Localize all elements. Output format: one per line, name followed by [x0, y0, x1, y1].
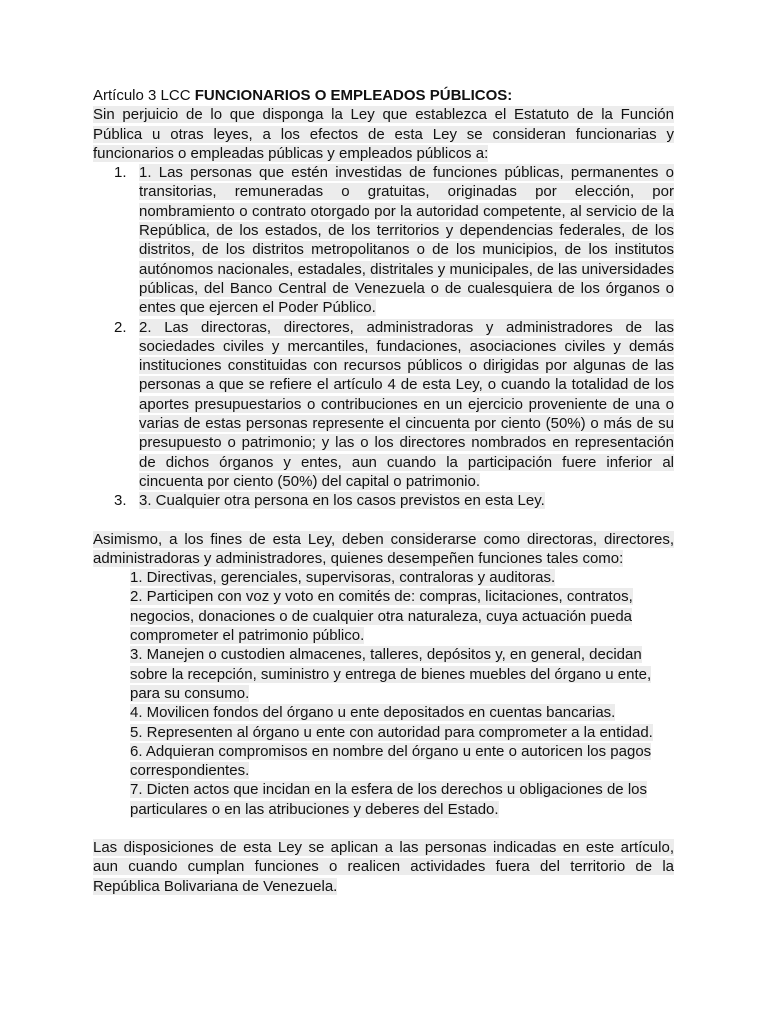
officials-list — [93, 163, 674, 510]
article-title: FUNCIONARIOS O EMPLEADOS PÚBLICOS: — [194, 87, 513, 104]
directors-intro-paragraph — [93, 530, 674, 569]
role-item — [130, 645, 674, 703]
list-item — [93, 163, 674, 317]
list-item-text: 1. Las personas que estén investidas de funciones públicas, permanentes o transitorias, remuneradas o gratuitas, originadas por elección, por nombramiento o contrato otorgado por la autoridad competente, al servicio de la República, de los estados, de los territorios y dependencias federales, de los distritos, de los distritos metropolitanos o de los municipios, de los institutos autónomos nacionales, estadales, distritales y municipales, de las universidades públicas, del Banco Central de Venezuela o de cualesquiera de los órganos o entes que ejercen el Poder Público. — [139, 164, 674, 317]
role-item — [130, 742, 674, 781]
list-item — [93, 318, 674, 492]
role-item — [130, 780, 674, 819]
roles-list — [93, 568, 674, 819]
list-item — [93, 491, 674, 510]
intro-paragraph — [93, 105, 674, 163]
role-item — [130, 723, 674, 742]
list-item-text: 2. Las directoras, directores, administradoras y administradores de las sociedades civiles y mercantiles, fundaciones, asociaciones civiles y demás instituciones constituidas con recursos públicos o dirigidas por algunas de las personas a que se refiere el artículo 4 de esta Ley, o cuando la totalidad de los aportes presupuestarios o contribuciones en un ejercicio proveniente de una o varias de estas personas represente el cincuenta por ciento (50%) o más de su presupuesto o patrimonio; y las o los directores nombrados en representación de dichos órganos y entes, aun cuando la participación fuere inferior al cincuenta por ciento (50%) del capital o patrimonio. — [139, 318, 674, 490]
directors-intro-text: Asimismo, a los fines de esta Ley, deben considerarse como directoras, directores, administradoras y administradores, quienes desempeñen funciones tales como: — [93, 530, 674, 567]
document-page — [93, 86, 674, 896]
list-item-number: 2. — [114, 318, 127, 336]
spacer — [93, 819, 674, 838]
role-item-text: 1. Directivas, gerenciales, supervisoras, contraloras y auditoras. — [130, 569, 556, 587]
role-item — [130, 587, 674, 645]
role-item-text: 5. Representen al órgano u ente con autoridad para comprometer a la entidad. — [130, 723, 653, 741]
role-item — [130, 568, 674, 587]
role-item — [130, 703, 674, 722]
role-item-text: 3. Manejen o custodien almacenes, talleres, depósitos y, en general, decidan sobre la recepción, suministro y entrega de bienes muebles del órgano u ente, para su consumo. — [130, 646, 652, 702]
closing-text: Las disposiciones de esta Ley se aplican a las personas indicadas en este artículo, aun cuando cumplan funciones o realicen actividades fuera del territorio de la República Bolivariana de Venezuela. — [93, 838, 674, 895]
intro-text: Sin perjuicio de lo que disponga la Ley que establezca el Estatuto de la Función Pública u otras leyes, a los efectos de esta Ley se consideran funcionarias y funcionarios o empleadas públicas y empleados públicos a: — [93, 106, 674, 162]
list-item-number: 3. — [114, 492, 127, 510]
closing-paragraph — [93, 838, 674, 896]
role-item-text: 4. Movilicen fondos del órgano u ente depositados en cuentas bancarias. — [130, 704, 616, 722]
article-heading — [93, 86, 674, 105]
list-item-number: 1. — [114, 164, 127, 182]
role-item-text: 6. Adquieran compromisos en nombre del órgano u ente o autoricen los pagos correspondientes. — [130, 742, 652, 780]
list-item-text: 3. Cualquier otra persona en los casos previstos en esta Ley. — [139, 492, 545, 510]
role-item-text: 2. Participen con voz y voto en comités de: compras, licitaciones, contratos, negocios, donaciones o de cualquier otra naturaleza, cuya actuación pueda comprometer el patrimonio público. — [130, 588, 633, 645]
article-prefix: Artículo 3 LCC — [93, 87, 195, 104]
spacer — [93, 511, 674, 530]
role-item-text: 7. Dicten actos que incidan en la esfera de los derechos u obligaciones de los particulares o en las atribuciones y deberes del Estado. — [130, 781, 647, 818]
